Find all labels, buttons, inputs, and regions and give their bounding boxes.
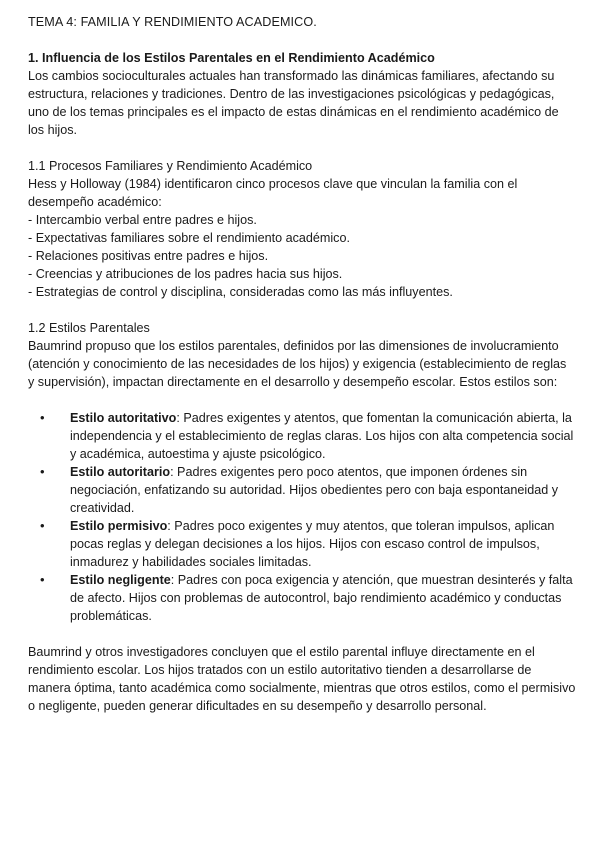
style-description: : Padres con poca exigencia y atención, que muestran desinterés y falta de afecto. Hijos con problemas de autocontrol, bajo rendimiento académico y conductas problemáticas. (70, 573, 573, 623)
document-page (28, 13, 576, 715)
list-item: - Creencias y atribuciones de los padres hacia sus hijos. (28, 267, 343, 281)
style-description: : Padres exigentes pero poco atentos, que imponen órdenes sin negociación, enfatizando su autoridad. Hijos obedientes pero con baja espontaneidad y creatividad. (70, 465, 559, 515)
section-1-2-heading: 1.2 Estilos Parentales (28, 321, 150, 335)
conclusion-paragraph: Baumrind y otros investigadores concluyen que el estilo parental influye directamente en el rendimiento escolar. Los hijos tratados con un estilo autoritativo tienden a desarrollarse de manera óptima, tanto académica como socialmente, mientras que otros estilos, como el permisivo o negligente, pueden generar dificultades en su desempeño y desarrollo personal. (28, 645, 576, 713)
document-title: TEMA 4: FAMILIA Y RENDIMIENTO ACADEMICO. (28, 15, 317, 29)
list-item (28, 571, 576, 625)
style-description: : Padres poco exigentes y muy atentos, que toleran impulsos, aplican pocas reglas y delegan decisiones a los hijos. Hijos con escaso control de impulsos, inmadurez y habilidades sociales limitadas. (70, 519, 555, 569)
section-1-1-paragraph: Hess y Holloway (1984) identificaron cinco procesos clave que vinculan la familia con el desempeño académico: (28, 177, 518, 209)
list-item: - Intercambio verbal entre padres e hijos. (28, 213, 257, 227)
bullet-icon: • (40, 410, 45, 425)
style-name: Estilo autoritativo (70, 411, 177, 425)
bullet-icon: • (40, 572, 45, 587)
section-1-paragraph: Los cambios socioculturales actuales han transformado las dinámicas familiares, afectando su estructura, relaciones y tradiciones. Dentro de las investigaciones psicológicas y pedagógicas, uno de los temas principales es el impacto de estas dinámicas en el rendimiento académico de los hijos. (28, 69, 559, 137)
section-1-1 (28, 157, 576, 301)
section-1 (28, 49, 576, 139)
style-name: Estilo permisivo (70, 519, 168, 533)
style-name: Estilo autoritario (70, 465, 171, 479)
list-item (28, 463, 576, 517)
style-description: : Padres exigentes y atentos, que fomentan la comunicación abierta, la independencia y el establecimiento de reglas claras. Los hijos con alta competencia social y académica, autoestima y ajuste psicológico. (70, 411, 574, 461)
section-1-2 (28, 319, 576, 715)
bullet-icon: • (40, 518, 45, 533)
section-1-1-heading: 1.1 Procesos Familiares y Rendimiento Académico (28, 159, 313, 173)
list-item: - Estrategias de control y disciplina, consideradas como las más influyentes. (28, 285, 453, 299)
list-item (28, 409, 576, 463)
family-processes-list (28, 211, 576, 301)
list-item: - Relaciones positivas entre padres e hijos. (28, 249, 269, 263)
parenting-styles-list (28, 409, 576, 625)
bullet-icon: • (40, 464, 45, 479)
section-1-2-paragraph: Baumrind propuso que los estilos parentales, definidos por las dimensiones de involucramiento (atención y conocimiento de las necesidades de los hijos) y exigencia (establecimiento de reglas y supervisión), impactan directamente en el desarrollo y desempeño escolar. Estos estilos son: (28, 339, 567, 389)
list-item: - Expectativas familiares sobre el rendimiento académico. (28, 231, 350, 245)
style-name: Estilo negligente (70, 573, 171, 587)
list-item (28, 517, 576, 571)
section-1-heading: 1. Influencia de los Estilos Parentales en el Rendimiento Académico (28, 51, 435, 65)
